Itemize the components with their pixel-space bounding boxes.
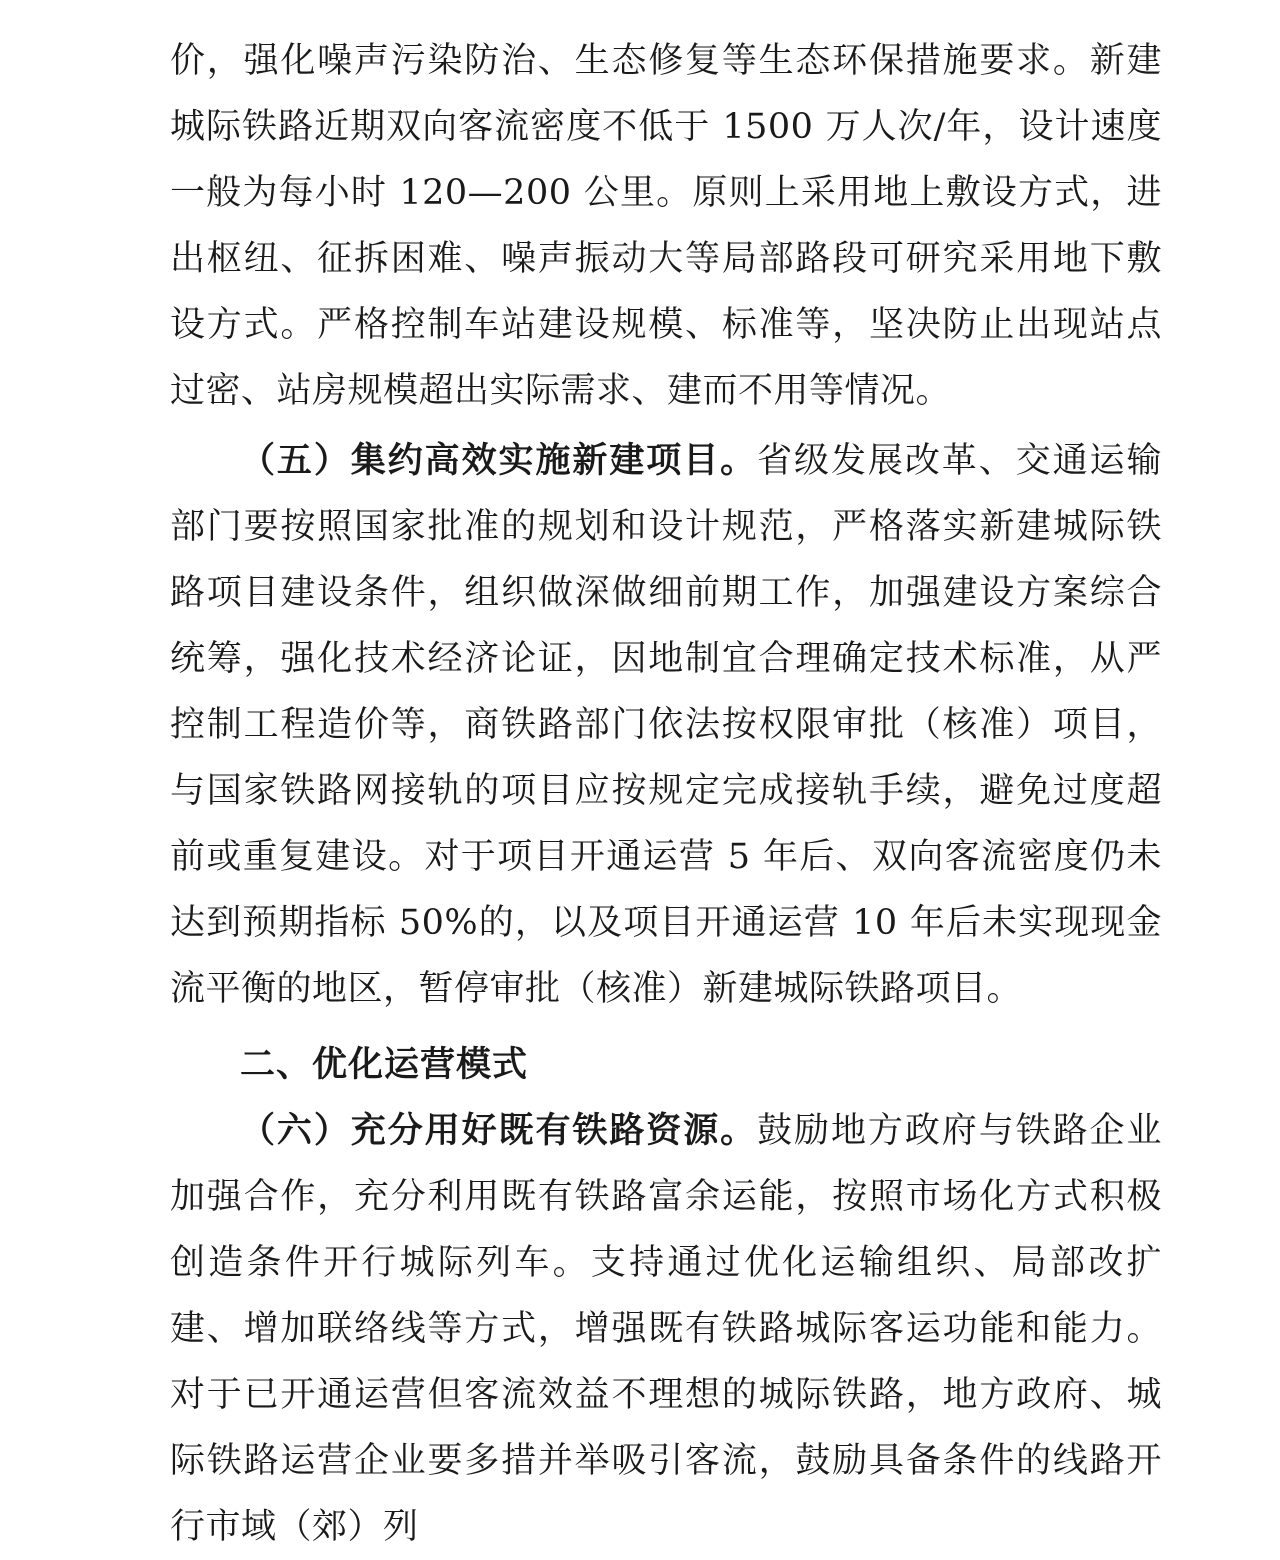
paragraph-item-five (170, 428, 1162, 1022)
section-heading-two: 二、优化运营模式 (240, 1045, 529, 1085)
paragraph-continued-construction-standards: 价，强化噪声污染防治、生态修复等生态环保措施要求。新建城际铁路近期双向客流密度不低于 1500 万人次/年，设计速度一般为每小时 120—200 公里。原则上采用地上敷设方式，进出枢纽、征拆困难、噪声振动大等局部路段可研究采用地下敷设方式。严格控制车站建设规模、标准等，坚决防止出现站点过密、站房规模超出实际需求、建而不用等情况。 (170, 41, 1162, 411)
paragraph-item-six-body: 鼓励地方政府与铁路企业加强合作，充分利用既有铁路富余运能，按照市场化方式积极创造条件开行城际列车。支持通过优化运输组织、局部改扩建、增加联络线等方式，增强既有铁路城际客运功能和能力。对于已开通运营但客流效益不理想的城际铁路，地方政府、城际铁路运营企业要多措并举吸引客流，鼓励具备条件的线路开行市域（郊）列 (170, 1111, 1162, 1547)
paragraph-item-five-lead: （五）集约高效实施新建项目。 (240, 441, 758, 481)
paragraph-item-five-body: 省级发展改革、交通运输部门要按照国家批准的规划和设计规范，严格落实新建城际铁路项目建设条件，组织做深做细前期工作，加强建设方案综合统筹，强化技术经济论证，因地制宜合理确定技术标准，从严控制工程造价等，商铁路部门依法按权限审批（核准）项目，与国家铁路网接轨的项目应按规定完成接轨手续，避免过度超前或重复建设。对于项目开通运营 5 年后、双向客流密度仍未达到预期指标 50%的，以及项目开通运营 10 年后未实现现金流平衡的地区，暂停审批（核准）新建城际铁路项目。 (170, 441, 1162, 1009)
paragraph-item-six-lead: （六）充分用好既有铁路资源。 (240, 1111, 758, 1151)
paragraph-item-six (170, 1098, 1162, 1560)
